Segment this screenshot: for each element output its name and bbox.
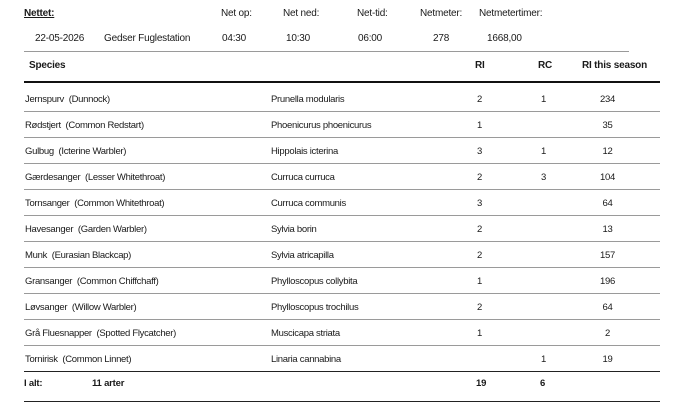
ri-season-value: 196 [600, 276, 615, 287]
species-danish-name: Gulbug [25, 146, 54, 157]
species-latin-name: Curruca curruca [271, 172, 335, 183]
column-rc: RC [538, 60, 553, 71]
totals-label: I alt: [24, 378, 43, 389]
rc-value: 3 [541, 172, 546, 183]
species-english-name: (Common Redstart) [65, 120, 144, 131]
species-english-name: (Eurasian Blackcap) [51, 250, 132, 261]
net-ned-value: 10:30 [286, 33, 311, 44]
species-latin-name: Linaria cannabina [271, 354, 341, 365]
ri-value: 2 [477, 172, 482, 183]
species-name [25, 250, 131, 262]
table-row [0, 320, 684, 346]
table-row [0, 138, 684, 164]
species-latin-name: Muscicapa striata [271, 328, 340, 339]
species-danish-name: Rødstjert [25, 120, 61, 131]
species-english-name: (Lesser Whitethroat) [85, 172, 166, 183]
species-name [25, 172, 165, 184]
table-row [0, 242, 684, 268]
bottom-rule [24, 401, 660, 402]
species-danish-name: Havesanger [25, 224, 74, 235]
ri-value: 2 [477, 94, 482, 105]
ri-season-value: 13 [602, 224, 613, 235]
net-op-value: 04:30 [222, 33, 247, 44]
ri-season-value: 104 [600, 172, 615, 183]
species-danish-name: Gransanger [25, 276, 73, 287]
species-latin-name: Curruca communis [271, 198, 346, 209]
netmetertimer-label: Netmetertimer: [479, 8, 543, 19]
species-english-name: (Willow Warbler) [71, 302, 137, 313]
species-latin-name: Sylvia borin [271, 224, 317, 235]
ri-season-value: 2 [605, 328, 610, 339]
species-english-name: (Common Chiffchaff) [76, 276, 159, 287]
species-danish-name: Grå Fluesnapper [25, 328, 92, 339]
ri-season-value: 234 [600, 94, 615, 105]
column-species: Species [29, 60, 66, 71]
totals-species-count: 11 arter [92, 378, 125, 389]
totals-rule [24, 371, 660, 372]
species-latin-name: Sylvia atricapilla [271, 250, 334, 261]
species-name [25, 120, 144, 132]
species-name [25, 94, 110, 106]
report-date: 22-05-2026 [35, 33, 85, 44]
net-op-label: Net op: [221, 8, 252, 19]
species-english-name: (Common Whitethroat) [74, 198, 165, 209]
table-row [0, 190, 684, 216]
ri-value: 3 [477, 198, 482, 209]
rc-value: 1 [541, 146, 546, 157]
species-english-name: (Common Linnet) [62, 354, 132, 365]
ri-value: 1 [477, 276, 482, 287]
rc-value: 1 [541, 94, 546, 105]
table-row [0, 112, 684, 138]
ri-value: 2 [477, 224, 482, 235]
netmeter-value: 278 [433, 33, 450, 44]
ri-season-value: 157 [600, 250, 615, 261]
column-ri: RI [475, 60, 485, 71]
net-ned-label: Net ned: [283, 8, 320, 19]
species-danish-name: Gærdesanger [25, 172, 81, 183]
table-row [0, 346, 684, 372]
species-latin-name: Phylloscopus trochilus [271, 302, 359, 313]
rc-value: 1 [541, 354, 546, 365]
species-name [25, 354, 131, 366]
net-tid-value: 06:00 [358, 33, 383, 44]
species-name [25, 224, 147, 236]
netmetertimer-value: 1668,00 [487, 33, 522, 44]
species-danish-name: Tornirisk [25, 354, 58, 365]
ri-value: 2 [477, 250, 482, 261]
ri-season-value: 19 [602, 354, 613, 365]
species-english-name: (Dunnock) [68, 94, 110, 105]
table-row [0, 216, 684, 242]
header-divider [24, 51, 629, 52]
species-danish-name: Tornsanger [25, 198, 70, 209]
ri-value: 2 [477, 302, 482, 313]
net-tid-label: Net-tid: [357, 8, 388, 19]
species-latin-name: Phoenicurus phoenicurus [271, 120, 372, 131]
nettet-label: Nettet: [24, 8, 55, 19]
ri-value: 1 [477, 120, 482, 131]
species-name [25, 198, 164, 210]
totals-rc: 6 [540, 378, 546, 389]
species-latin-name: Hippolais icterina [271, 146, 338, 157]
ri-season-value: 64 [602, 198, 613, 209]
ri-value: 1 [477, 328, 482, 339]
table-row [0, 294, 684, 320]
table-row [0, 164, 684, 190]
species-name [25, 276, 158, 288]
station-name: Gedser Fuglestation [104, 33, 191, 44]
species-danish-name: Løvsanger [25, 302, 68, 313]
totals-ri: 19 [476, 378, 487, 389]
species-name [25, 302, 136, 314]
column-ri-season: RI this season [582, 60, 647, 71]
ri-value: 3 [477, 146, 482, 157]
species-english-name: (Garden Warbler) [77, 224, 147, 235]
species-name [25, 328, 176, 340]
species-english-name: (Spotted Flycatcher) [96, 328, 177, 339]
species-latin-name: Prunella modularis [271, 94, 345, 105]
species-english-name: (Icterine Warbler) [58, 146, 127, 157]
ri-season-value: 12 [602, 146, 613, 157]
ri-season-value: 35 [602, 120, 613, 131]
netmeter-label: Netmeter: [420, 8, 463, 19]
species-danish-name: Jernspurv [25, 94, 65, 105]
column-header-rule [24, 81, 660, 83]
table-row [0, 86, 684, 112]
species-latin-name: Phylloscopus collybita [271, 276, 358, 287]
species-name [25, 146, 126, 158]
species-danish-name: Munk [25, 250, 48, 261]
ri-season-value: 64 [602, 302, 613, 313]
table-row [0, 268, 684, 294]
